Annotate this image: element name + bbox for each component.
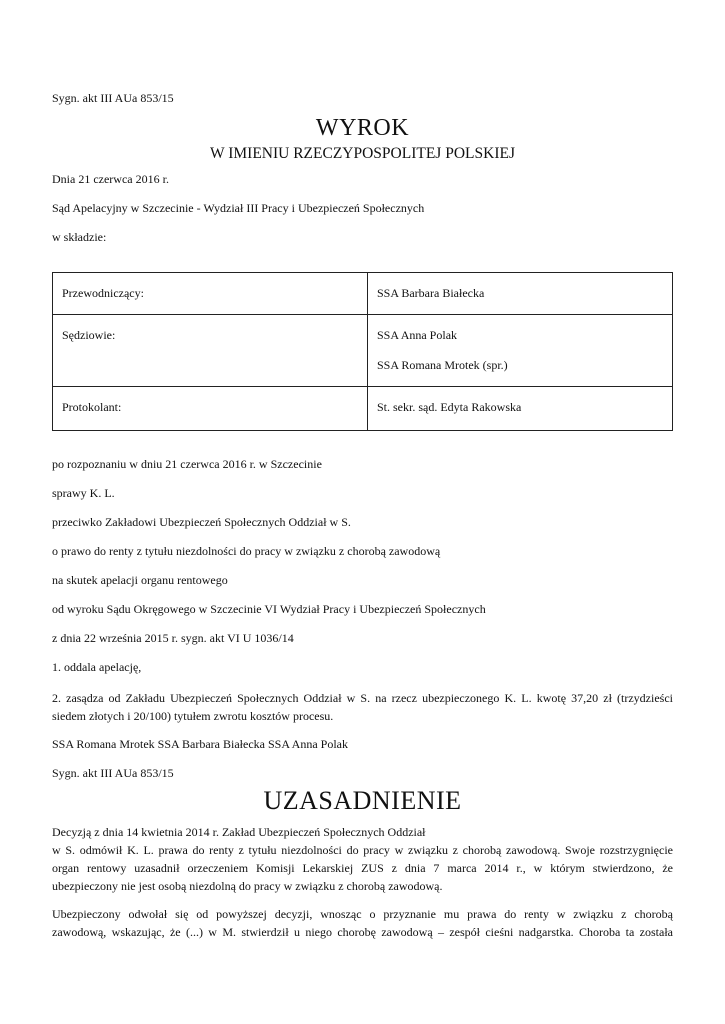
judge-name: SSA Anna Polak (377, 328, 458, 342)
court-panel-table (52, 272, 673, 431)
judgment-title: WYROK (315, 115, 410, 141)
judgment-date: Dnia 21 czerwca 2016 r. (52, 172, 169, 186)
table-row (53, 387, 673, 431)
paragraph-line: zawodową, wskazując, że (...) w M. stwierdził u niego chorobę zawodową – zespół cieśni nadgarstka. Choroba ta została (52, 925, 673, 939)
body-line: po rozpoznaniu w dniu 21 czerwca 2016 r. w Szczecinie (52, 457, 322, 471)
justification-title: UZASADNIENIE (263, 786, 462, 815)
court-name: Sąd Apelacyjny w Szczecinie - Wydział III Pracy i Ubezpieczeń Społecznych (52, 201, 425, 215)
table-row (53, 315, 673, 387)
body-line: z dnia 22 września 2015 r. sygn. akt VI U 1036/14 (52, 631, 294, 645)
judges-signatures: SSA Romana Mrotek SSA Barbara Białecka SSA Anna Polak (52, 737, 348, 751)
chair-name: SSA Barbara Białecka (368, 273, 673, 315)
judges-label: Sędziowie: (53, 315, 368, 387)
justification-paragraph-2 (52, 905, 673, 941)
judgment-subtitle: W IMIENIU RZECZYPOSPOLITEJ POLSKIEJ (210, 145, 515, 162)
body-line: przeciwko Zakładowi Ubezpieczeń Społecznych Oddział w S. (52, 515, 351, 529)
judge-name: SSA Romana Mrotek (spr.) (377, 358, 508, 372)
judges-cell (368, 315, 673, 387)
justification-paragraph-1 (52, 823, 673, 895)
table-row (53, 273, 673, 315)
ruling-point-2 (52, 689, 673, 725)
paragraph-line: w S. odmówił K. L. prawa do renty z tytułu niezdolności do pracy w związku z chorobą zawodową. Swoje rozstrzygnięcie (52, 843, 673, 857)
clerk-name: St. sekr. sąd. Edyta Rakowska (368, 387, 673, 431)
paragraph-line: Ubezpieczony odwołał się od powyższej decyzji, wnosząc o przyznanie mu prawa do renty w związku z chorobą (52, 907, 673, 921)
case-signature-2: Sygn. akt III AUa 853/15 (52, 766, 174, 780)
composition-label: w składzie: (52, 230, 107, 244)
case-signature: Sygn. akt III AUa 853/15 (52, 91, 174, 105)
body-line: o prawo do renty z tytułu niezdolności do pracy w związku z chorobą zawodową (52, 544, 441, 558)
paragraph-line: ubezpieczony nie jest osobą niezdolną do pracy w związku z chorobą zawodową. (52, 879, 443, 893)
body-line: sprawy K. L. (52, 486, 115, 500)
chair-label: Przewodniczący: (53, 273, 368, 315)
paragraph-line: Decyzją z dnia 14 kwietnia 2014 r. Zakład Ubezpieczeń Społecznych Oddział (52, 825, 426, 839)
ruling-point-2-line: 2. zasądza od Zakładu Ubezpieczeń Społecznych Oddział w S. na rzecz ubezpieczonego K. L. kwotę 37,20 zł (trzydzieści (52, 691, 673, 705)
clerk-label: Protokolant: (53, 387, 368, 431)
paragraph-line: organ rentowy uzasadnił orzeczeniem Komisji Lekarskiej ZUS z dnia 7 marca 2014 r., w którym stwierdzono, że (52, 861, 673, 875)
body-line: od wyroku Sądu Okręgowego w Szczecinie VI Wydział Pracy i Ubezpieczeń Społecznych (52, 602, 486, 616)
ruling-point-2-line: siedem złotych i 20/100) tytułem zwrotu kosztów procesu. (52, 709, 334, 723)
body-line: na skutek apelacji organu rentowego (52, 573, 228, 587)
ruling-point-1: 1. oddala apelację, (52, 660, 142, 674)
